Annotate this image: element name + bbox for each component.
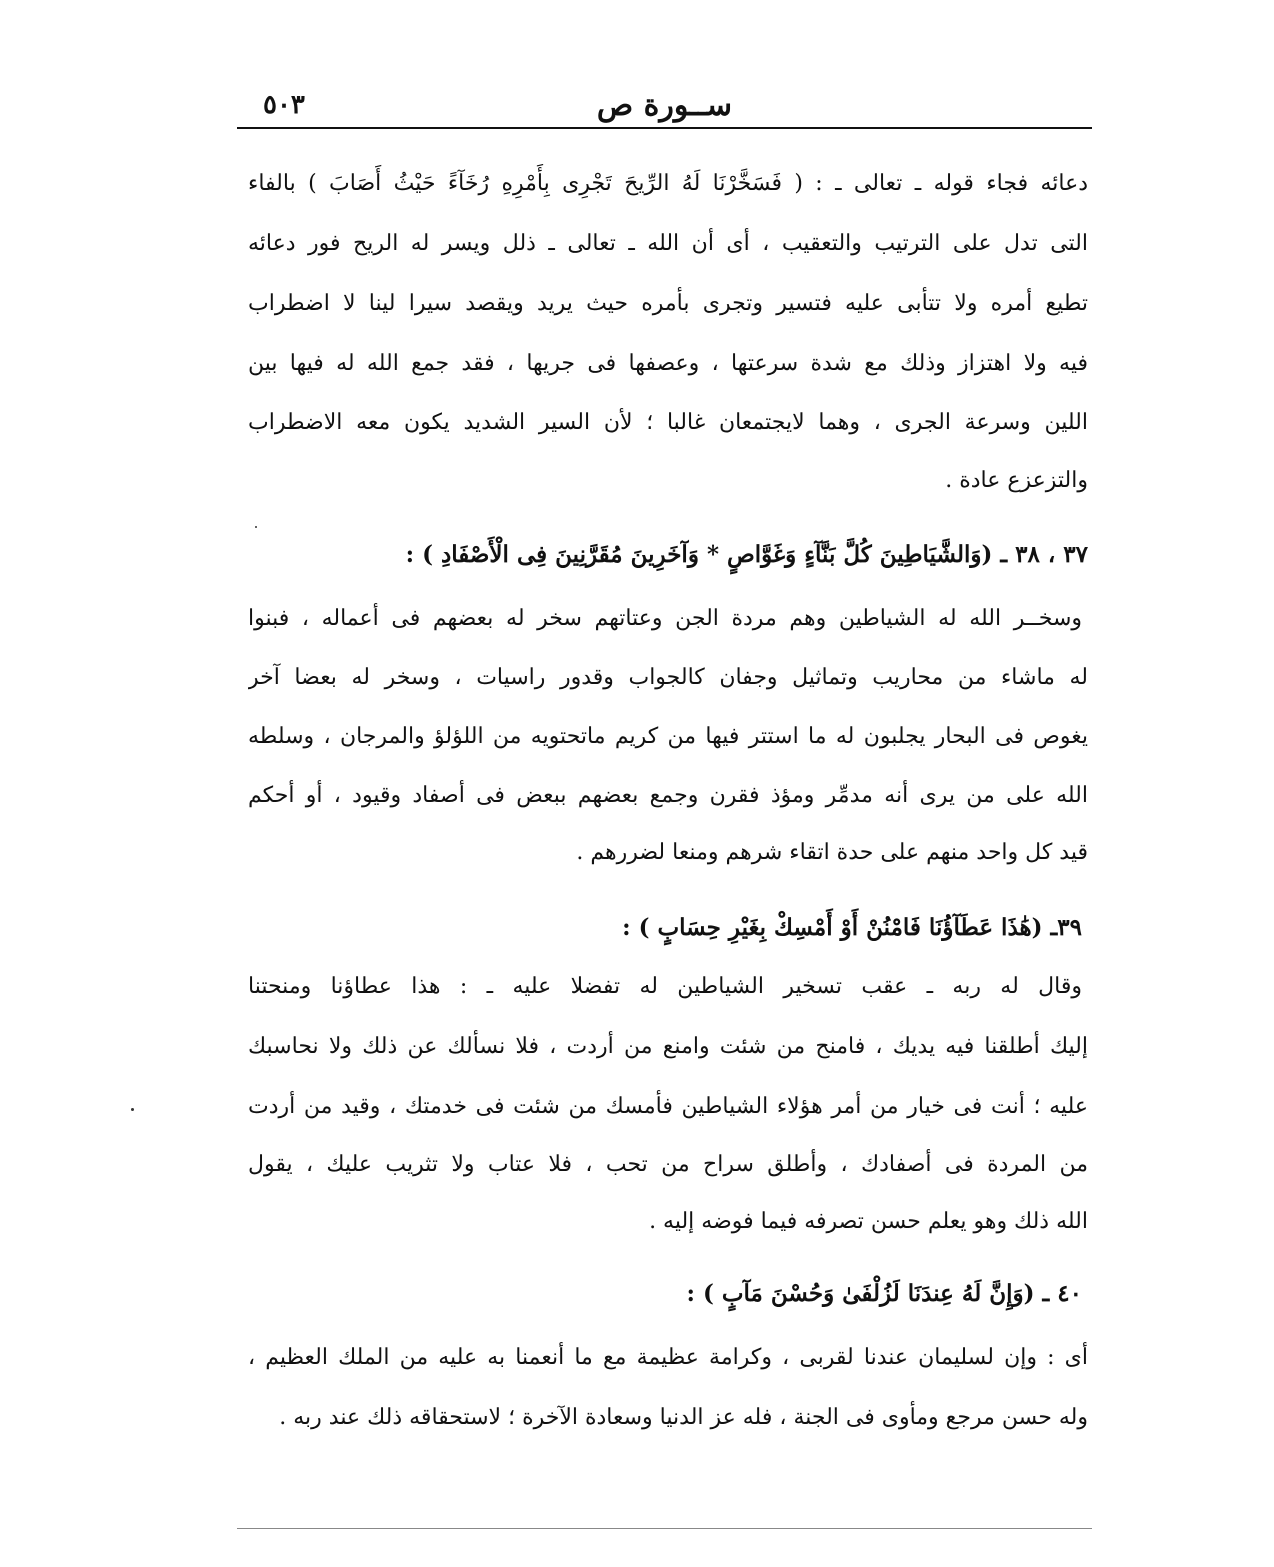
verse-heading: ٣٧ ، ٣٨ ـ (وَالشَّيَاطِينَ كُلَّ بَنَّآءٍ وَغَوَّاصٍ * وَآخَرِينَ مُقَرَّنِينَ فِى الْأَصْفَادِ ) : (405, 541, 1088, 568)
text-line: له ماشاء من محاريب وتماثيل وجفان كالجواب وقدور راسيات ، وسخر له بعضا آخر (248, 665, 1088, 690)
verse-heading: ٤٠ ـ (وَإِنَّ لَهُ عِندَنَا لَزُلْفَىٰ وَحُسْنَ مَآبٍ ) : (686, 1280, 1082, 1307)
text-line: الله على من يرى أنه مدمِّر ومؤذ فقرن وجمع بعضهم ببعض فى أصفاد وقيود ، أو أحكم (248, 783, 1088, 808)
text-line: الله ذلك وهو يعلم حسن تصرفه فيما فوضه إليه . (649, 1209, 1088, 1234)
page-number: ٥٠٣ (263, 90, 305, 120)
footer-rule (237, 1528, 1092, 1529)
text-line: أى : وإن لسليمان عندنا لقربى ، وكرامة عظيمة مع ما أنعمنا به عليه من الملك العظيم ، (248, 1345, 1088, 1370)
scan-speck (131, 1108, 134, 1111)
text-line: فيه ولا اهتزاز وذلك مع شدة سرعتها ، وعصفها فى جريها ، فقد جمع الله له فيها بين (248, 351, 1088, 376)
verse-heading: ٣٩ـ (هَٰذَا عَطَآؤُنَا فَامْنُنْ أَوْ أَمْسِكْ بِغَيْرِ حِسَابٍ ) : (622, 914, 1082, 941)
text-line: وله حسن مرجع ومأوى فى الجنة ، فله عز الدنيا وسعادة الآخرة ؛ لاستحقاقه ذلك عند ربه . (279, 1405, 1088, 1430)
text-line: من المردة فى أصفادك ، وأطلق سراح من تحب ، فلا عتاب ولا تثريب عليك ، يقول (248, 1152, 1088, 1177)
text-line: يغوص فى البحار يجلبون له ما استتر فيها من كريم ماتحتويه من اللؤلؤ والمرجان ، وسلطه (248, 724, 1088, 749)
text-line: عليه ؛ أنت فى خيار من أمر هؤلاء الشياطين فأمسك من شئت فى خدمتك ، وقيد من أردت (248, 1094, 1088, 1119)
surah-title: ســورة ص (596, 88, 733, 123)
text-line: إليك أطلقنا فيه يديك ، فامنح من شئت وامنع من أردت ، فلا نسألك عن ذلك ولا نحاسبك (248, 1034, 1088, 1059)
text-line: تطيع أمره ولا تتأبى عليه فتسير وتجرى بأمره حيث يريد ويقصد سيرا لينا لا اضطراب (248, 291, 1088, 316)
text-line: وقال له ربه ـ عقب تسخير الشياطين له تفضلا عليه ـ : هذا عطاؤنا ومنحتنا (248, 974, 1082, 999)
scan-speck (255, 526, 257, 528)
text-line: وسخــر الله له الشياطين وهم مردة الجن وعتاتهم سخر له بعضهم فى أعماله ، فبنوا (248, 606, 1082, 631)
text-line: دعائه فجاء قوله ـ تعالى ـ : ( فَسَخَّرْنَا لَهُ الرِّيحَ تَجْرِى بِأَمْرِهِ رُخَآءً حَيْثُ أَصَابَ ) بالفاء (248, 171, 1088, 196)
page-header (237, 82, 1092, 126)
text-line: قيد كل واحد منهم على حدة اتقاء شرهم ومنعا لضررهم . (576, 840, 1088, 865)
text-line: التى تدل على الترتيب والتعقيب ، أى أن الله ـ تعالى ـ ذلل ويسر له الريح فور دعائه (248, 231, 1088, 256)
header-rule (237, 127, 1092, 129)
text-line: اللين وسرعة الجرى ، وهما لايجتمعان غالبا ؛ لأن السير الشديد يكون معه الاضطراب (248, 410, 1088, 435)
text-line: والتزعزع عادة . (945, 468, 1088, 493)
